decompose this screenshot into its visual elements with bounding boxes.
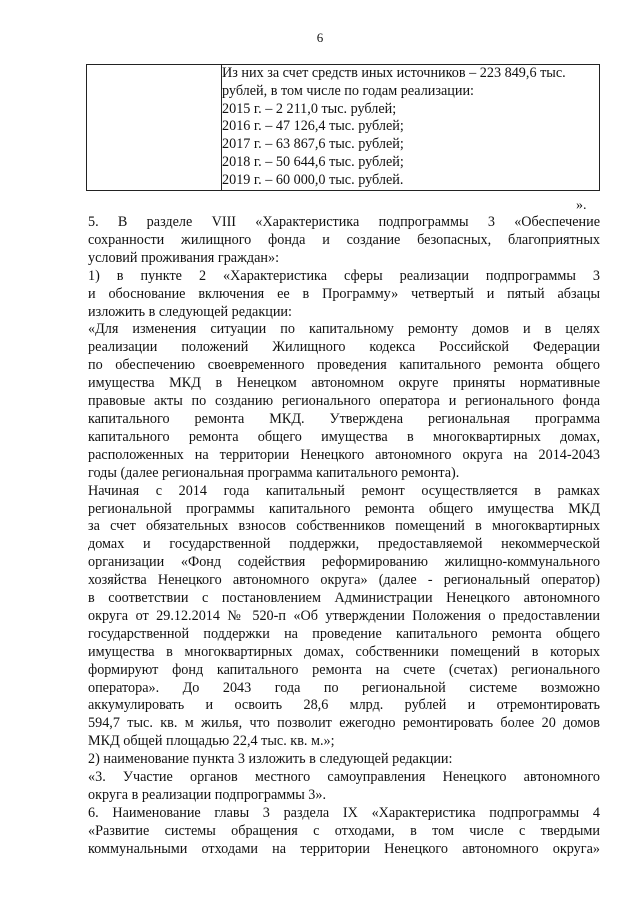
text-line: 6. Наименование главы 3 раздела IX «Характеристика подпрограммы 4 <box>88 804 600 821</box>
text-line: правовые акты по созданию регионального оператора и регионального фонда <box>88 393 600 410</box>
text-line: имущества в многоквартирных домах, собственники помещений в которых <box>88 643 600 660</box>
text-line: годы (далее региональная программа капитального ремонта). <box>88 464 460 481</box>
text-line: расположенных на территории Ненецкого автономного округа на 2014-2043 <box>88 446 600 463</box>
text-line: условий проживания граждан»: <box>88 249 280 266</box>
funding-table-row <box>87 65 600 191</box>
text-line: в соответствии с постановлением Администрации Ненецкого автономного <box>88 590 600 607</box>
text-line: имущества МКД в Ненецком автономном округе приняты нормативные <box>88 375 600 392</box>
funding-line-by-years: рублей, в том числе по годам реализации: <box>222 82 474 99</box>
funding-line-2019: 2019 г. – 60 000,0 тыс. рублей. <box>222 171 404 188</box>
text-line: «Развитие системы обращения с отходами, в том числе с твердыми <box>88 822 600 839</box>
document-body <box>88 214 600 859</box>
text-line: Начиная с 2014 года капитальный ремонт осуществляется в рамках <box>88 482 600 499</box>
funding-table-text-cell <box>222 65 600 191</box>
page-number: 6 <box>316 30 324 45</box>
text-line: сохранности жилищного фонда и создание безопасных, благоприятных <box>88 231 600 248</box>
text-line: 1) в пункте 2 «Характеристика сферы реализации подпрограммы 3 <box>88 267 600 284</box>
funding-table <box>86 64 600 191</box>
text-line: оператора». До 2043 года по региональной системе возможно <box>88 679 600 696</box>
table-closing-quote: ». <box>576 198 587 213</box>
text-line: хозяйства Ненецкого автономного округа» (далее - региональный оператор) <box>88 572 600 589</box>
text-line: 5. В разделе VIII «Характеристика подпрограммы 3 «Обеспечение <box>88 214 600 230</box>
text-line: 594,7 тыс. кв. м жилья, что позволит ежегодно ремонтировать более 20 домов <box>88 715 600 732</box>
text-line: аккумулировать и освоить 28,6 млрд. рублей и отремонтировать <box>88 697 600 714</box>
text-line: домах и государственной поддержки, предоставляемой некоммерческой <box>88 536 600 553</box>
text-line: коммунальными отходами на территории Ненецкого автономного округа» <box>88 840 600 857</box>
funding-line-2017: 2017 г. – 63 867,6 тыс. рублей; <box>222 136 404 153</box>
text-line: и обоснование включения ее в Программу» четвертый и пятый абзацы <box>88 285 600 302</box>
text-line: 2) наименование пункта 3 изложить в следующей редакции: <box>88 751 453 768</box>
funding-line-other-sources: Из них за счет средств иных источников – 223 849,6 тыс. <box>222 65 566 81</box>
text-line: организации «Фонд содействия реформированию жилищно-коммунального <box>88 554 600 571</box>
text-line: округа в реализации подпрограммы 3». <box>88 787 327 803</box>
text-line: реализации положений Жилищного кодекса Российской Федерации <box>88 339 600 356</box>
funding-line-2018: 2018 г. – 50 644,6 тыс. рублей; <box>222 153 404 170</box>
text-line: капитального ремонта общего имущества в многоквартирных домах, <box>88 428 600 445</box>
funding-table-empty-cell <box>87 65 222 191</box>
text-line: «3. Участие органов местного самоуправления Ненецкого автономного <box>88 769 600 786</box>
text-line: региональной программы капитального ремонта общего имущества МКД <box>88 500 600 517</box>
text-line: округа от 29.12.2014 № 520-п «Об утверждении Положения о предоставлении <box>88 607 600 624</box>
text-line: формируют фонд капитального ремонта на счете (счетах) регионального <box>88 661 600 678</box>
text-line: «Для изменения ситуации по капитальному ремонту домов и в целях <box>88 321 600 338</box>
text-line: МКД общей площадью 22,4 тыс. кв. м.»; <box>88 733 335 750</box>
text-line: по обеспечению своевременного проведения капитального ремонта общего <box>88 357 600 374</box>
text-line: за счет обязательных взносов собственников помещений в многоквартирных <box>88 518 600 535</box>
text-line: государственной поддержки на проведение капитального ремонта общего <box>88 625 600 642</box>
funding-line-2016: 2016 г. – 47 126,4 тыс. рублей; <box>222 118 404 135</box>
text-line: капитального ремонта МКД. Утверждена региональная программа <box>88 410 600 427</box>
funding-line-2015: 2015 г. – 2 211,0 тыс. рублей; <box>222 100 397 117</box>
text-line: изложить в следующей редакции: <box>88 303 292 320</box>
